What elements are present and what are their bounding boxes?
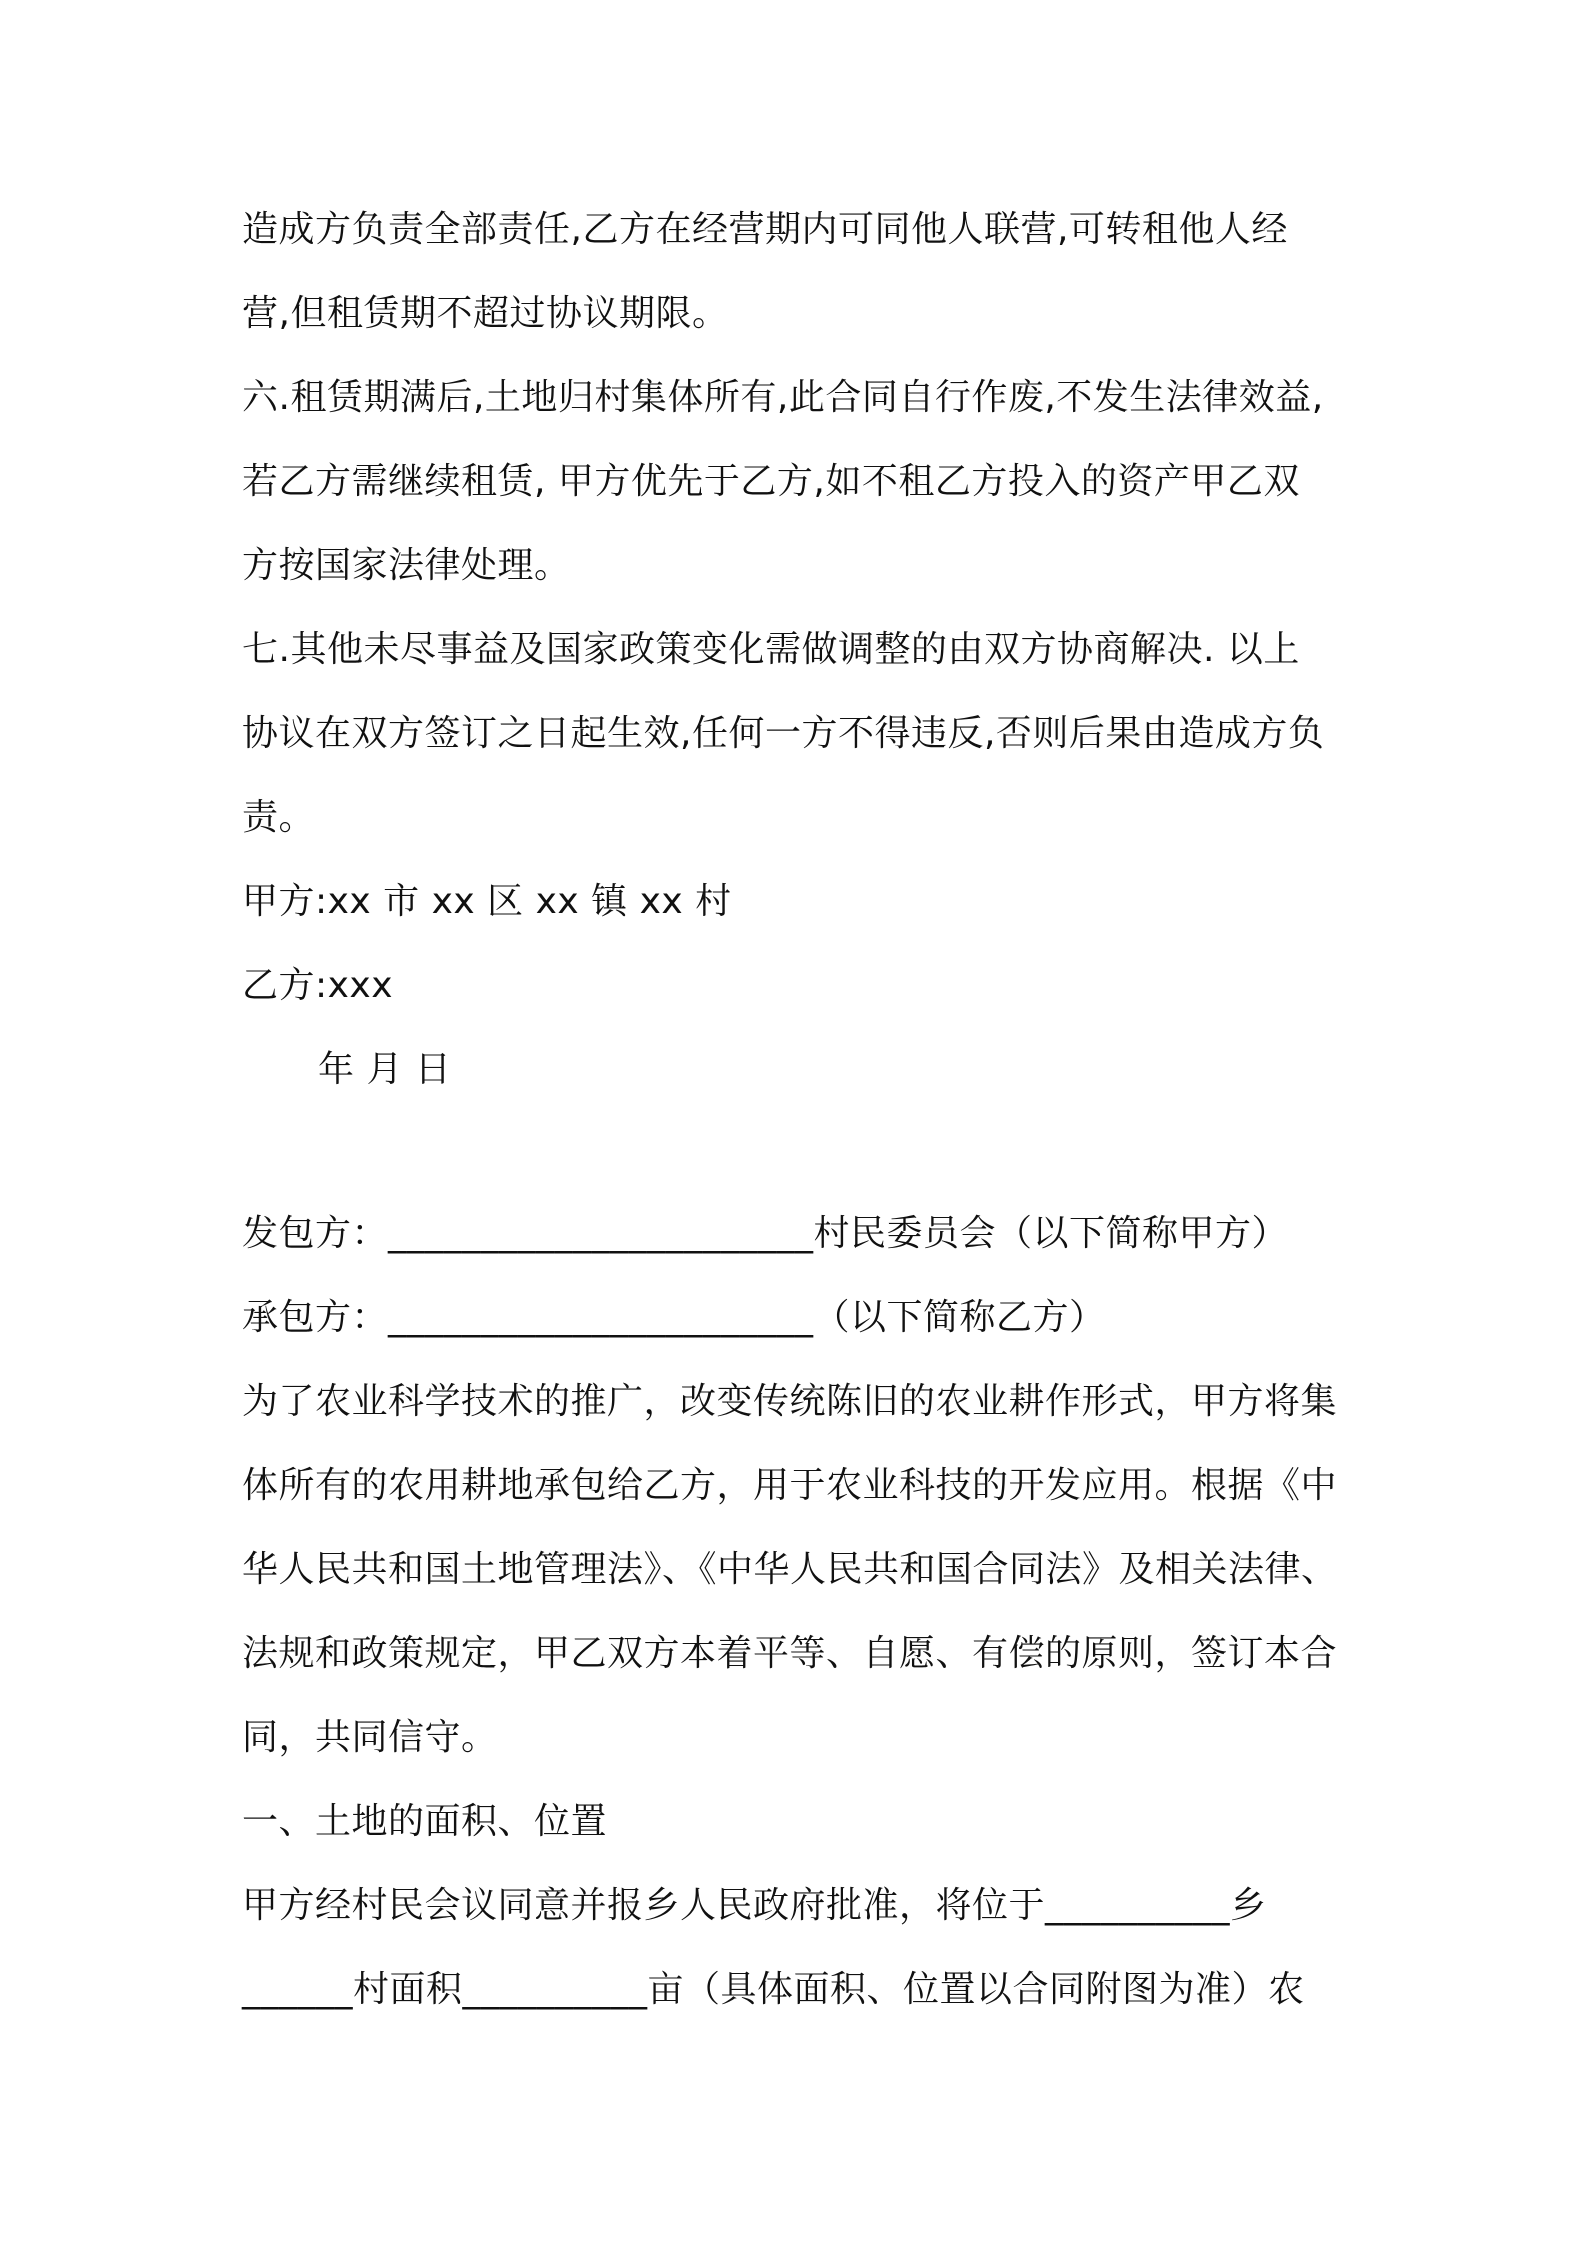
clause-7-line-1: 七.其他未尽事益及国家政策变化需做调整的由双方协商解决. 以上 (242, 629, 1300, 670)
preamble-line-2: 体所有的农用耕地承包给乙方，用于农业科技的开发应用。根据《中 (242, 1465, 1338, 1506)
preamble-line-3: 华人民共和国土地管理法》、《中华人民共和国合同法》及相关法律、 (242, 1549, 1338, 1590)
clause-6-line-3: 方按国家法律处理。 (242, 545, 571, 586)
clause-7-line-2: 协议在双方签订之日起生效,任何一方不得违反,否则后果由造成方负 (242, 713, 1325, 754)
preamble-line-5: 同，共同信守。 (242, 1717, 498, 1758)
clause-6-line-1: 六.租赁期满后,土地归村集体所有,此合同自行作废,不发生法律效益, (242, 377, 1324, 418)
contractee-line: 承包方：_______________________（以下简称乙方） (242, 1297, 1106, 1338)
preamble-line-1: 为了农业科学技术的推广，改变传统陈旧的农业耕作形式，甲方将集 (242, 1381, 1338, 1422)
clause-7-line-3: 责。 (242, 797, 316, 838)
contractor-line: 发包方：_______________________村民委员会（以下简称甲方） (242, 1213, 1289, 1254)
clause-6-line-2: 若乙方需继续租赁, 甲方优先于乙方,如不租乙方投入的资产甲乙双 (242, 461, 1300, 502)
party-a-signature: 甲方:xx 市 xx 区 xx 镇 xx 村 (242, 881, 732, 922)
paragraph-5-line-2: 营,但租赁期不超过协议期限。 (242, 293, 729, 334)
section-1-heading: 一、土地的面积、位置 (242, 1801, 608, 1842)
section-1-line-2: ______村面积__________亩（具体面积、位置以合同附图为准）农 (242, 1969, 1305, 2010)
signing-date: 年 月 日 (318, 1049, 452, 1090)
paragraph-5-line-1: 造成方负责全部责任,乙方在经营期内可同他人联营,可转租他人经 (242, 209, 1288, 250)
preamble-line-4: 法规和政策规定，甲乙双方本着平等、自愿、有偿的原则，签订本合 (242, 1633, 1338, 1674)
party-b-signature: 乙方:xxx (242, 965, 394, 1006)
section-1-line-1: 甲方经村民会议同意并报乡人民政府批准，将位于__________乡 (242, 1885, 1267, 1926)
